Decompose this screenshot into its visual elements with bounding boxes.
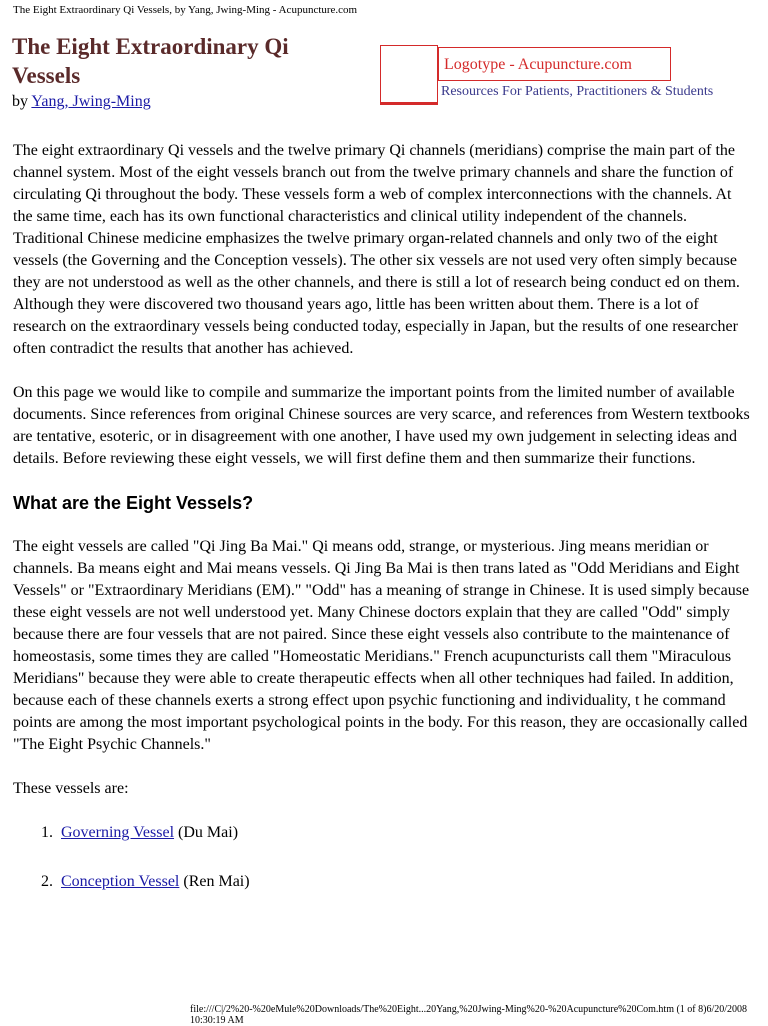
conception-vessel-link[interactable]: Conception Vessel — [61, 873, 180, 890]
list-item — [41, 822, 755, 844]
page-title: The Eight Extraordinary Qi Vessels — [12, 34, 289, 88]
governing-vessel-link[interactable]: Governing Vessel — [61, 824, 175, 841]
logo-alt-text[interactable]: Logotype - Acupuncture.com — [438, 47, 671, 81]
list-item-number: 2. — [41, 873, 53, 890]
list-item-chinese: (Ren Mai) — [179, 873, 250, 890]
print-header: The Eight Extraordinary Qi Vessels, by Yang, Jwing-Ming - Acupuncture.com — [13, 4, 358, 16]
vessel-list — [13, 822, 755, 893]
list-item — [41, 871, 755, 893]
author-link[interactable]: Yang, Jwing-Ming — [31, 93, 151, 110]
byline — [12, 93, 151, 111]
logo-image-placeholder[interactable] — [380, 45, 438, 103]
print-footer: file:///C|/2%20-%20eMule%20Downloads/The%20Eight...20Yang,%20Jwing-Ming%20-%20Acupuncture%20Com.htm (1 of 8)6/20/2008 10:30:19 AM — [190, 1004, 748, 1026]
section-heading: What are the Eight Vessels? — [13, 493, 254, 513]
list-item-number: 1. — [41, 824, 53, 841]
article-body — [13, 140, 755, 920]
list-item-chinese: (Du Mai) — [174, 824, 239, 841]
byline-prefix: by — [12, 93, 32, 110]
section-paragraph-2: These vessels are: — [13, 780, 129, 797]
site-tagline: Resources For Patients, Practitioners & Students — [441, 84, 714, 99]
section-paragraph-1: The eight vessels are called "Qi Jing Ba Mai." Qi means odd, strange, or mysterious. Jing means meridian or channels. Ba means eight and Mai means vessels. Qi Jing Ba Mai is then trans lated as "Odd Meridians and Eight Vessels" or "Extraordinary Meridians (EM)." "Odd" has a meaning of strange in Chinese. It is used simply because these eight vessels are not well understood yet. Many Chinese doctors explain that they are called "Odd" simply because there are four vessels that are not paired. Since these eight vessels also contribute to the maintenance of homeostasis, some times they are called "Homeostatic Meridians." French acupuncturists call them "Miraculous Meridians" because they were able to create therapeutic effects when all other techniques had failed. In addition, because each of these channels exerts a strong effect upon psychic functioning and individuality, t he command points are among the most important psychological points in the body. For this reason, they are occasionally called "The Eight Psychic Channels." — [13, 538, 750, 753]
intro-paragraph-1: The eight extraordinary Qi vessels and the twelve primary Qi channels (meridians) comprise the main part of the channel system. Most of the eight vessels branch out from the twelve primary channels and share the function of circulating Qi throughout the body. These vessels form a web of complex interconnections with the channels. At the same time, each has its own functional characteristics and clinical utility independent of the channels. Traditional Chinese medicine emphasizes the twelve primary organ-related channels and only two of the eight vessels (the Governing and the Conception vessels). The other six vessels are not used very often simply because they are not understood as well as the other channels, and there is still a lot of research being conduct ed on them. Although they were discovered two thousand years ago, little has been written about them. There is a lot of research on the extraordinary vessels being conducted today, especially in Japan, but the results of one researcher often contradict the results that another has achieved. — [13, 142, 740, 357]
intro-paragraph-2: On this page we would like to compile and summarize the important points from the limited number of available documents. Since references from original Chinese sources are very scarce, and references from Western textbooks are tentative, esoteric, or in disagreement with one another, I have used my own judgement in selecting ideas and details. Before reviewing these eight vessels, we will first define them and then summarize their functions. — [13, 384, 750, 467]
